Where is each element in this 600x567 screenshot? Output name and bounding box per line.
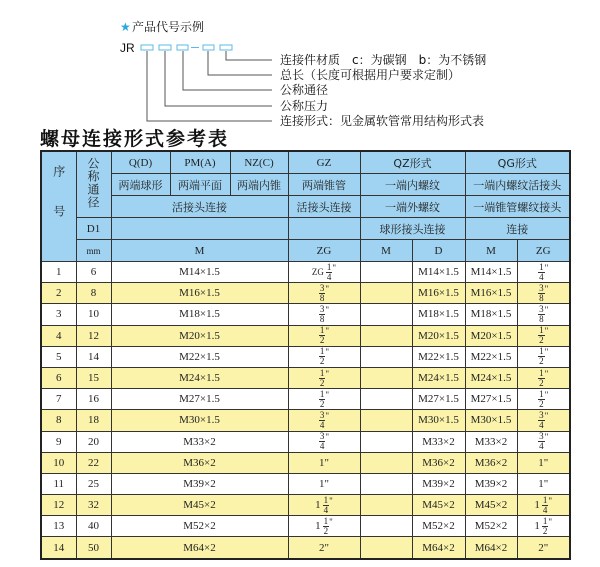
cell-no: 5 bbox=[41, 346, 76, 367]
cell-m: M24×1.5 bbox=[111, 367, 288, 388]
fraction: $\frac{3}{8}$ bbox=[319, 303, 325, 324]
cell-qg-zg: $\frac{1}{4}$ " bbox=[517, 262, 570, 283]
cell-gz-zg: 1 $\frac{1}{4}$ " bbox=[288, 495, 360, 516]
whole: 1" bbox=[319, 477, 329, 490]
cell-qg-m: M39×2 bbox=[465, 473, 517, 494]
slot-box bbox=[141, 45, 153, 50]
table-row bbox=[41, 283, 570, 304]
cell-m: M14×1.5 bbox=[111, 262, 288, 283]
header-nominal: 公称通径 bbox=[76, 151, 111, 218]
fraction: $\frac{1}{2}$ bbox=[319, 388, 325, 409]
cell-qz-m bbox=[360, 473, 412, 494]
fraction: $\frac{1}{4}$ bbox=[323, 494, 329, 515]
cell-no: 11 bbox=[41, 473, 76, 494]
cell-gz-zg: ZG $\frac{1}{4}$ " bbox=[288, 262, 360, 283]
fraction: $\frac{1}{2}$ bbox=[542, 515, 548, 536]
label-material: 连接件材质 c：为碳钢 b：为不锈钢 bbox=[280, 53, 487, 67]
fraction: $\frac{3}{8}$ bbox=[319, 282, 325, 303]
cell-qz-d: M24×1.5 bbox=[412, 367, 465, 388]
cell-dn: 16 bbox=[76, 389, 111, 410]
header-seq-cell bbox=[41, 151, 76, 262]
cell-qg-m: M36×2 bbox=[465, 452, 517, 473]
table-row bbox=[41, 262, 570, 283]
header-desc: 两端平面 bbox=[170, 174, 230, 196]
cell-gz-zg: $\frac{1}{2}$ " bbox=[288, 325, 360, 346]
cell-gz-zg: $\frac{3}{8}$ " bbox=[288, 283, 360, 304]
cell-no: 12 bbox=[41, 495, 76, 516]
cell-qz-m bbox=[360, 537, 412, 559]
cell-no: 6 bbox=[41, 367, 76, 388]
cell-dn: 14 bbox=[76, 346, 111, 367]
cell-qg-m: M16×1.5 bbox=[465, 283, 517, 304]
slot-box bbox=[177, 45, 188, 50]
fraction: $\frac{3}{8}$ bbox=[539, 282, 544, 303]
cell-dn: 10 bbox=[76, 304, 111, 325]
fraction: $\frac{1}{2}$ bbox=[319, 367, 325, 388]
fraction: $\frac{3}{4}$ bbox=[539, 409, 544, 430]
header-desc: 两端锥管 bbox=[288, 174, 360, 196]
cell-m: M64×2 bbox=[111, 537, 288, 559]
cell-no: 14 bbox=[41, 537, 76, 559]
header-unit: M bbox=[465, 240, 517, 262]
fraction: $\frac{1}{2}$ bbox=[319, 346, 325, 367]
label-nominal-diameter: 公称通径 bbox=[280, 83, 329, 97]
whole: 1 bbox=[534, 498, 540, 511]
cell-qz-m bbox=[360, 262, 412, 283]
leader-lines bbox=[147, 51, 272, 121]
label-connection-type: 连接形式：见金属软管常用结构形式表 bbox=[280, 114, 485, 128]
cell-m: M45×2 bbox=[111, 495, 288, 516]
cell-no: 9 bbox=[41, 431, 76, 452]
table-row bbox=[41, 473, 570, 494]
cell-qz-d: M30×1.5 bbox=[412, 410, 465, 431]
fraction: $\frac{3}{8}$ bbox=[539, 303, 544, 324]
header-conn: 一端外螺纹 bbox=[360, 196, 465, 218]
table-row bbox=[41, 516, 570, 537]
header-type-pm: PM(A) bbox=[170, 151, 230, 174]
whole: 1" bbox=[319, 456, 329, 469]
cell-qg-zg bbox=[517, 473, 570, 494]
table-row bbox=[41, 410, 570, 431]
cell-qg-zg bbox=[517, 537, 570, 559]
header-blank bbox=[288, 218, 360, 240]
header-type-qd: Q(D) bbox=[111, 151, 170, 174]
slot-box bbox=[203, 45, 214, 50]
cell-no: 3 bbox=[41, 304, 76, 325]
fraction: $\frac{1}{2}$ bbox=[539, 388, 544, 409]
cell-gz-zg: $\frac{3}{4}$ " bbox=[288, 410, 360, 431]
header-unit: D bbox=[412, 240, 465, 262]
cell-no: 13 bbox=[41, 516, 76, 537]
cell-qz-m bbox=[360, 389, 412, 410]
whole: 2" bbox=[319, 541, 329, 554]
cell-no: 1 bbox=[41, 262, 76, 283]
cell-gz-zg: $\frac{1}{2}$ " bbox=[288, 346, 360, 367]
whole: 1 bbox=[315, 519, 321, 532]
header-seq: 序号 bbox=[51, 165, 66, 245]
header-type-nz: NZ(C) bbox=[230, 151, 288, 174]
whole: ZG bbox=[311, 266, 324, 277]
cell-qg-zg: 1 $\frac{1}{2}$ " bbox=[517, 516, 570, 537]
whole: 1" bbox=[538, 456, 549, 469]
table-row bbox=[41, 346, 570, 367]
cell-m: M39×2 bbox=[111, 473, 288, 494]
cell-qz-m bbox=[360, 452, 412, 473]
cell-qg-zg: $\frac{3}{8}$ " bbox=[517, 304, 570, 325]
cell-gz-zg: $\frac{3}{4}$ " bbox=[288, 431, 360, 452]
page-title: 螺母连接形式参考表 bbox=[40, 128, 230, 150]
cell-no: 2 bbox=[41, 283, 76, 304]
cell-gz-zg bbox=[288, 473, 360, 494]
cell-dn: 20 bbox=[76, 431, 111, 452]
cell-qg-zg: $\frac{1}{2}$ " bbox=[517, 367, 570, 388]
cell-qz-d: M52×2 bbox=[412, 516, 465, 537]
table-row bbox=[41, 431, 570, 452]
header-desc: 一端内螺纹 bbox=[360, 174, 465, 196]
whole: 2" bbox=[538, 541, 549, 554]
label-nominal-pressure: 公称压力 bbox=[280, 99, 329, 113]
cell-qz-d: M22×1.5 bbox=[412, 346, 465, 367]
cell-qg-m: M30×1.5 bbox=[465, 410, 517, 431]
whole: 1" bbox=[538, 477, 549, 490]
cell-gz-zg: $\frac{3}{8}$ " bbox=[288, 304, 360, 325]
cell-qg-zg: $\frac{1}{2}$ " bbox=[517, 325, 570, 346]
cell-dn: 32 bbox=[76, 495, 111, 516]
header-type-qg: QG形式 bbox=[465, 151, 570, 174]
cell-dn: 15 bbox=[76, 367, 111, 388]
table-row bbox=[41, 452, 570, 473]
cell-gz-zg: 1 $\frac{1}{2}$ " bbox=[288, 516, 360, 537]
header-mm: mm bbox=[76, 240, 111, 262]
cell-m: M22×1.5 bbox=[111, 346, 288, 367]
code-example-heading: 产品代号示例 bbox=[132, 20, 205, 34]
cell-m: M33×2 bbox=[111, 431, 288, 452]
fraction: $\frac{3}{4}$ bbox=[319, 409, 325, 430]
header-conn: 球形接头连接 bbox=[360, 218, 465, 240]
cell-qz-d: M64×2 bbox=[412, 537, 465, 559]
whole: 1 bbox=[534, 519, 540, 532]
fraction: $\frac{1}{2}$ bbox=[539, 346, 544, 367]
cell-dn: 12 bbox=[76, 325, 111, 346]
cell-gz-zg bbox=[288, 452, 360, 473]
cell-qg-m: M22×1.5 bbox=[465, 346, 517, 367]
cell-qz-m bbox=[360, 495, 412, 516]
cell-m: M52×2 bbox=[111, 516, 288, 537]
cell-qz-d: M18×1.5 bbox=[412, 304, 465, 325]
cell-m: M27×1.5 bbox=[111, 389, 288, 410]
header-desc: 一端内螺纹活接头 bbox=[465, 174, 570, 196]
cell-qg-zg: 1 $\frac{1}{4}$ " bbox=[517, 495, 570, 516]
cell-m: M18×1.5 bbox=[111, 304, 288, 325]
cell-gz-zg bbox=[288, 537, 360, 559]
star-icon: ★ bbox=[120, 20, 131, 34]
cell-no: 10 bbox=[41, 452, 76, 473]
cell-qg-zg: $\frac{3}{4}$ " bbox=[517, 410, 570, 431]
cell-qz-d: M45×2 bbox=[412, 495, 465, 516]
whole: 1 bbox=[315, 498, 321, 511]
cell-dn: 8 bbox=[76, 283, 111, 304]
cell-gz-zg: $\frac{1}{2}$ " bbox=[288, 367, 360, 388]
header-unit: ZG bbox=[288, 240, 360, 262]
cell-qz-d: M39×2 bbox=[412, 473, 465, 494]
header-unit: M bbox=[111, 240, 288, 262]
slot-box bbox=[159, 45, 171, 50]
header-conn: 活接头连接 bbox=[111, 196, 288, 218]
cell-dn: 40 bbox=[76, 516, 111, 537]
cell-qg-m: M24×1.5 bbox=[465, 367, 517, 388]
table-row bbox=[41, 389, 570, 410]
cell-qg-zg: $\frac{1}{2}$ " bbox=[517, 346, 570, 367]
cell-qg-m: M64×2 bbox=[465, 537, 517, 559]
cell-qg-m: M33×2 bbox=[465, 431, 517, 452]
cell-qg-m: M14×1.5 bbox=[465, 262, 517, 283]
fraction: $\frac{1}{4}$ bbox=[539, 261, 544, 282]
header-unit: M bbox=[360, 240, 412, 262]
table-row bbox=[41, 304, 570, 325]
fraction: $\frac{1}{2}$ bbox=[539, 367, 544, 388]
nut-connection-table bbox=[40, 150, 571, 560]
cell-no: 8 bbox=[41, 410, 76, 431]
header-d1: D1 bbox=[76, 218, 111, 240]
cell-m: M30×1.5 bbox=[111, 410, 288, 431]
cell-qz-m bbox=[360, 304, 412, 325]
cell-dn: 18 bbox=[76, 410, 111, 431]
cell-qz-m bbox=[360, 367, 412, 388]
cell-qz-d: M16×1.5 bbox=[412, 283, 465, 304]
code-slot-boxes bbox=[141, 45, 232, 50]
cell-qz-m bbox=[360, 283, 412, 304]
label-length: 总长（长度可根据用户要求定制） bbox=[280, 68, 461, 82]
cell-qg-m: M45×2 bbox=[465, 495, 517, 516]
cell-qg-zg: $\frac{1}{2}$ " bbox=[517, 389, 570, 410]
table-row bbox=[41, 367, 570, 388]
cell-qz-m bbox=[360, 516, 412, 537]
cell-qz-m bbox=[360, 346, 412, 367]
cell-qg-m: M20×1.5 bbox=[465, 325, 517, 346]
cell-qz-d: M33×2 bbox=[412, 431, 465, 452]
cell-qz-m bbox=[360, 431, 412, 452]
cell-m: M20×1.5 bbox=[111, 325, 288, 346]
cell-no: 4 bbox=[41, 325, 76, 346]
header-unit: ZG bbox=[517, 240, 570, 262]
cell-qz-d: M14×1.5 bbox=[412, 262, 465, 283]
header-type-qz: QZ形式 bbox=[360, 151, 465, 174]
cell-qg-zg: $\frac{3}{4}$ " bbox=[517, 431, 570, 452]
cell-qz-m bbox=[360, 325, 412, 346]
header-blank bbox=[111, 218, 288, 240]
cell-qz-d: M27×1.5 bbox=[412, 389, 465, 410]
cell-qz-d: M20×1.5 bbox=[412, 325, 465, 346]
fraction: $\frac{1}{2}$ bbox=[323, 515, 329, 536]
cell-dn: 25 bbox=[76, 473, 111, 494]
cell-dn: 50 bbox=[76, 537, 111, 559]
table-row bbox=[41, 537, 570, 559]
cell-dn: 6 bbox=[76, 262, 111, 283]
fraction: $\frac{1}{2}$ bbox=[539, 325, 544, 346]
code-prefix: JR bbox=[120, 41, 135, 55]
header-conn: 连接 bbox=[465, 218, 570, 240]
cell-dn: 22 bbox=[76, 452, 111, 473]
cell-no: 7 bbox=[41, 389, 76, 410]
table-row bbox=[41, 325, 570, 346]
cell-qg-zg: $\frac{3}{8}$ " bbox=[517, 283, 570, 304]
header-conn: 活接头连接 bbox=[288, 196, 360, 218]
cell-qz-d: M36×2 bbox=[412, 452, 465, 473]
header-desc: 两端内锥 bbox=[230, 174, 288, 196]
fraction: $\frac{3}{4}$ bbox=[539, 431, 544, 452]
header-desc: 两端球形 bbox=[111, 174, 170, 196]
cell-gz-zg: $\frac{1}{2}$ " bbox=[288, 389, 360, 410]
cell-m: M16×1.5 bbox=[111, 283, 288, 304]
header-type-gz: GZ bbox=[288, 151, 360, 174]
slot-box bbox=[220, 45, 232, 50]
fraction: $\frac{3}{4}$ bbox=[319, 431, 325, 452]
fraction: $\frac{1}{4}$ bbox=[542, 494, 548, 515]
fraction: $\frac{1}{2}$ bbox=[319, 325, 325, 346]
cell-m: M36×2 bbox=[111, 452, 288, 473]
table-row bbox=[41, 495, 570, 516]
cell-qg-m: M27×1.5 bbox=[465, 389, 517, 410]
cell-qz-m bbox=[360, 410, 412, 431]
cell-qg-zg bbox=[517, 452, 570, 473]
cell-qg-m: M52×2 bbox=[465, 516, 517, 537]
cell-qg-m: M18×1.5 bbox=[465, 304, 517, 325]
fraction: $\frac{1}{4}$ bbox=[326, 261, 332, 282]
header-conn: 一端锥管螺纹接头 bbox=[465, 196, 570, 218]
